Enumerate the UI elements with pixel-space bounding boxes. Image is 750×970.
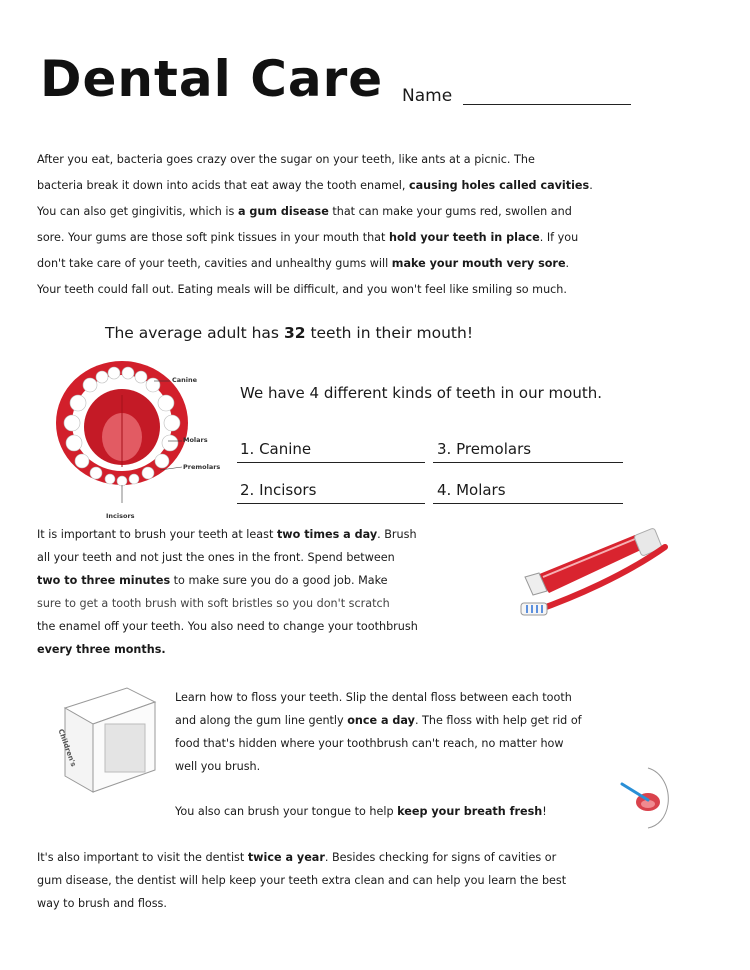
- text: bacteria break it down into acids that eat away the tooth enamel,: [37, 179, 409, 192]
- mouth-illustration: [56, 361, 188, 503]
- floss-line: [175, 709, 655, 732]
- emphasis: two times a day: [276, 528, 378, 541]
- text: You can also get gingivitis, which is: [37, 205, 238, 218]
- intro-line: [37, 199, 727, 225]
- text: don't take care of your teeth, cavities and unhealthy gums will: [37, 257, 392, 270]
- canine-label: Canine: [172, 376, 198, 384]
- floss-line: food that's hidden where your toothbrush can't reach, no matter how: [175, 737, 564, 750]
- brushing-paragraph: [37, 523, 507, 661]
- name-label: Name: [402, 86, 453, 106]
- kind-premolars: 3. Premolars: [437, 440, 532, 458]
- text: that can make your gums red, swollen and: [328, 205, 572, 218]
- brush-line: [37, 569, 507, 592]
- dentist-line: [37, 846, 727, 869]
- text: You also can brush your tongue to help: [175, 805, 398, 818]
- text: The average adult has: [105, 324, 284, 342]
- kind-incisors: 2. Incisors: [240, 481, 317, 499]
- text: . If you: [539, 231, 579, 244]
- floss-line: well you brush.: [175, 760, 261, 773]
- text: and along the gum line gently: [175, 714, 348, 727]
- kind-molars: 4. Molars: [437, 481, 506, 499]
- brush-line: [37, 523, 507, 546]
- text: . Besides checking for signs of cavities or: [324, 851, 557, 864]
- premolars-label: Premolars: [183, 463, 221, 471]
- molars-label: Molars: [183, 436, 208, 444]
- emphasis: two to three minutes: [37, 574, 171, 587]
- intro-line: [37, 173, 727, 199]
- brush-line: sure to get a tooth brush with soft bristles so you don't scratch: [37, 597, 390, 610]
- text: It's also important to visit the dentist: [37, 851, 248, 864]
- kind-canine: 1. Canine: [240, 440, 312, 458]
- floss-line: Learn how to floss your teeth. Slip the dental floss between each tooth: [175, 691, 572, 704]
- text: .: [589, 179, 593, 192]
- emphasis: once a day: [347, 714, 415, 727]
- text: !: [542, 805, 547, 818]
- incisors-label: Incisors: [106, 512, 135, 520]
- text: . Brush: [377, 528, 417, 541]
- dentist-paragraph: [37, 846, 727, 915]
- page-title: Dental Care: [40, 50, 384, 108]
- emphasis: twice a year: [247, 851, 325, 864]
- text: to make sure you do a good job. Make: [170, 574, 388, 587]
- emphasis: every three months.: [37, 643, 166, 656]
- text: sore. Your gums are those soft pink tissues in your mouth that: [37, 231, 389, 244]
- emphasis: keep your breath fresh: [397, 805, 543, 818]
- text: teeth in their mouth!: [305, 324, 474, 342]
- emphasis: hold your teeth in place: [388, 231, 540, 244]
- intro-line: Your teeth could fall out. Eating meals will be difficult, and you won't feel like smiling so much.: [37, 283, 567, 296]
- toothpaste-toothbrush-icon: [515, 525, 675, 635]
- tongue-tip: [175, 800, 547, 823]
- emphasis: make your mouth very sore: [391, 257, 566, 270]
- flossing-paragraph: [175, 686, 655, 778]
- floss-box-icon: [55, 680, 165, 800]
- name-field-line[interactable]: [463, 104, 631, 105]
- emphasis: a gum disease: [237, 205, 329, 218]
- answer-line: [237, 462, 425, 463]
- text: . The floss with help get rid of: [414, 714, 582, 727]
- text: .: [565, 257, 570, 270]
- dentist-line: gum disease, the dentist will help keep your teeth extra clean and can help you learn the best: [37, 874, 567, 887]
- brush-line: [37, 638, 507, 661]
- brush-line: all your teeth and not just the ones in the front. Spend between: [37, 551, 395, 564]
- tongue-brush-icon: [618, 762, 678, 832]
- dentist-line: way to brush and floss.: [37, 897, 167, 910]
- teeth-kinds-heading: We have 4 different kinds of teeth in our mouth.: [240, 384, 603, 402]
- answer-line: [433, 462, 623, 463]
- intro-line: After you eat, bacteria goes crazy over the sugar on your teeth, like ants at a picnic. The: [37, 153, 535, 166]
- answer-line: [433, 503, 623, 504]
- floss-box-label: Children's: [56, 728, 78, 768]
- emphasis: causing holes called cavities: [408, 179, 590, 192]
- adult-teeth-fact: [105, 324, 473, 342]
- brush-line: the enamel off your teeth. You also need to change your toothbrush: [37, 620, 418, 633]
- intro-line: [37, 251, 727, 277]
- answer-line: [237, 503, 425, 504]
- intro-paragraph: [37, 147, 727, 303]
- text: It is important to brush your teeth at least: [37, 528, 277, 541]
- intro-line: [37, 225, 727, 251]
- teeth-count: 32: [283, 324, 306, 342]
